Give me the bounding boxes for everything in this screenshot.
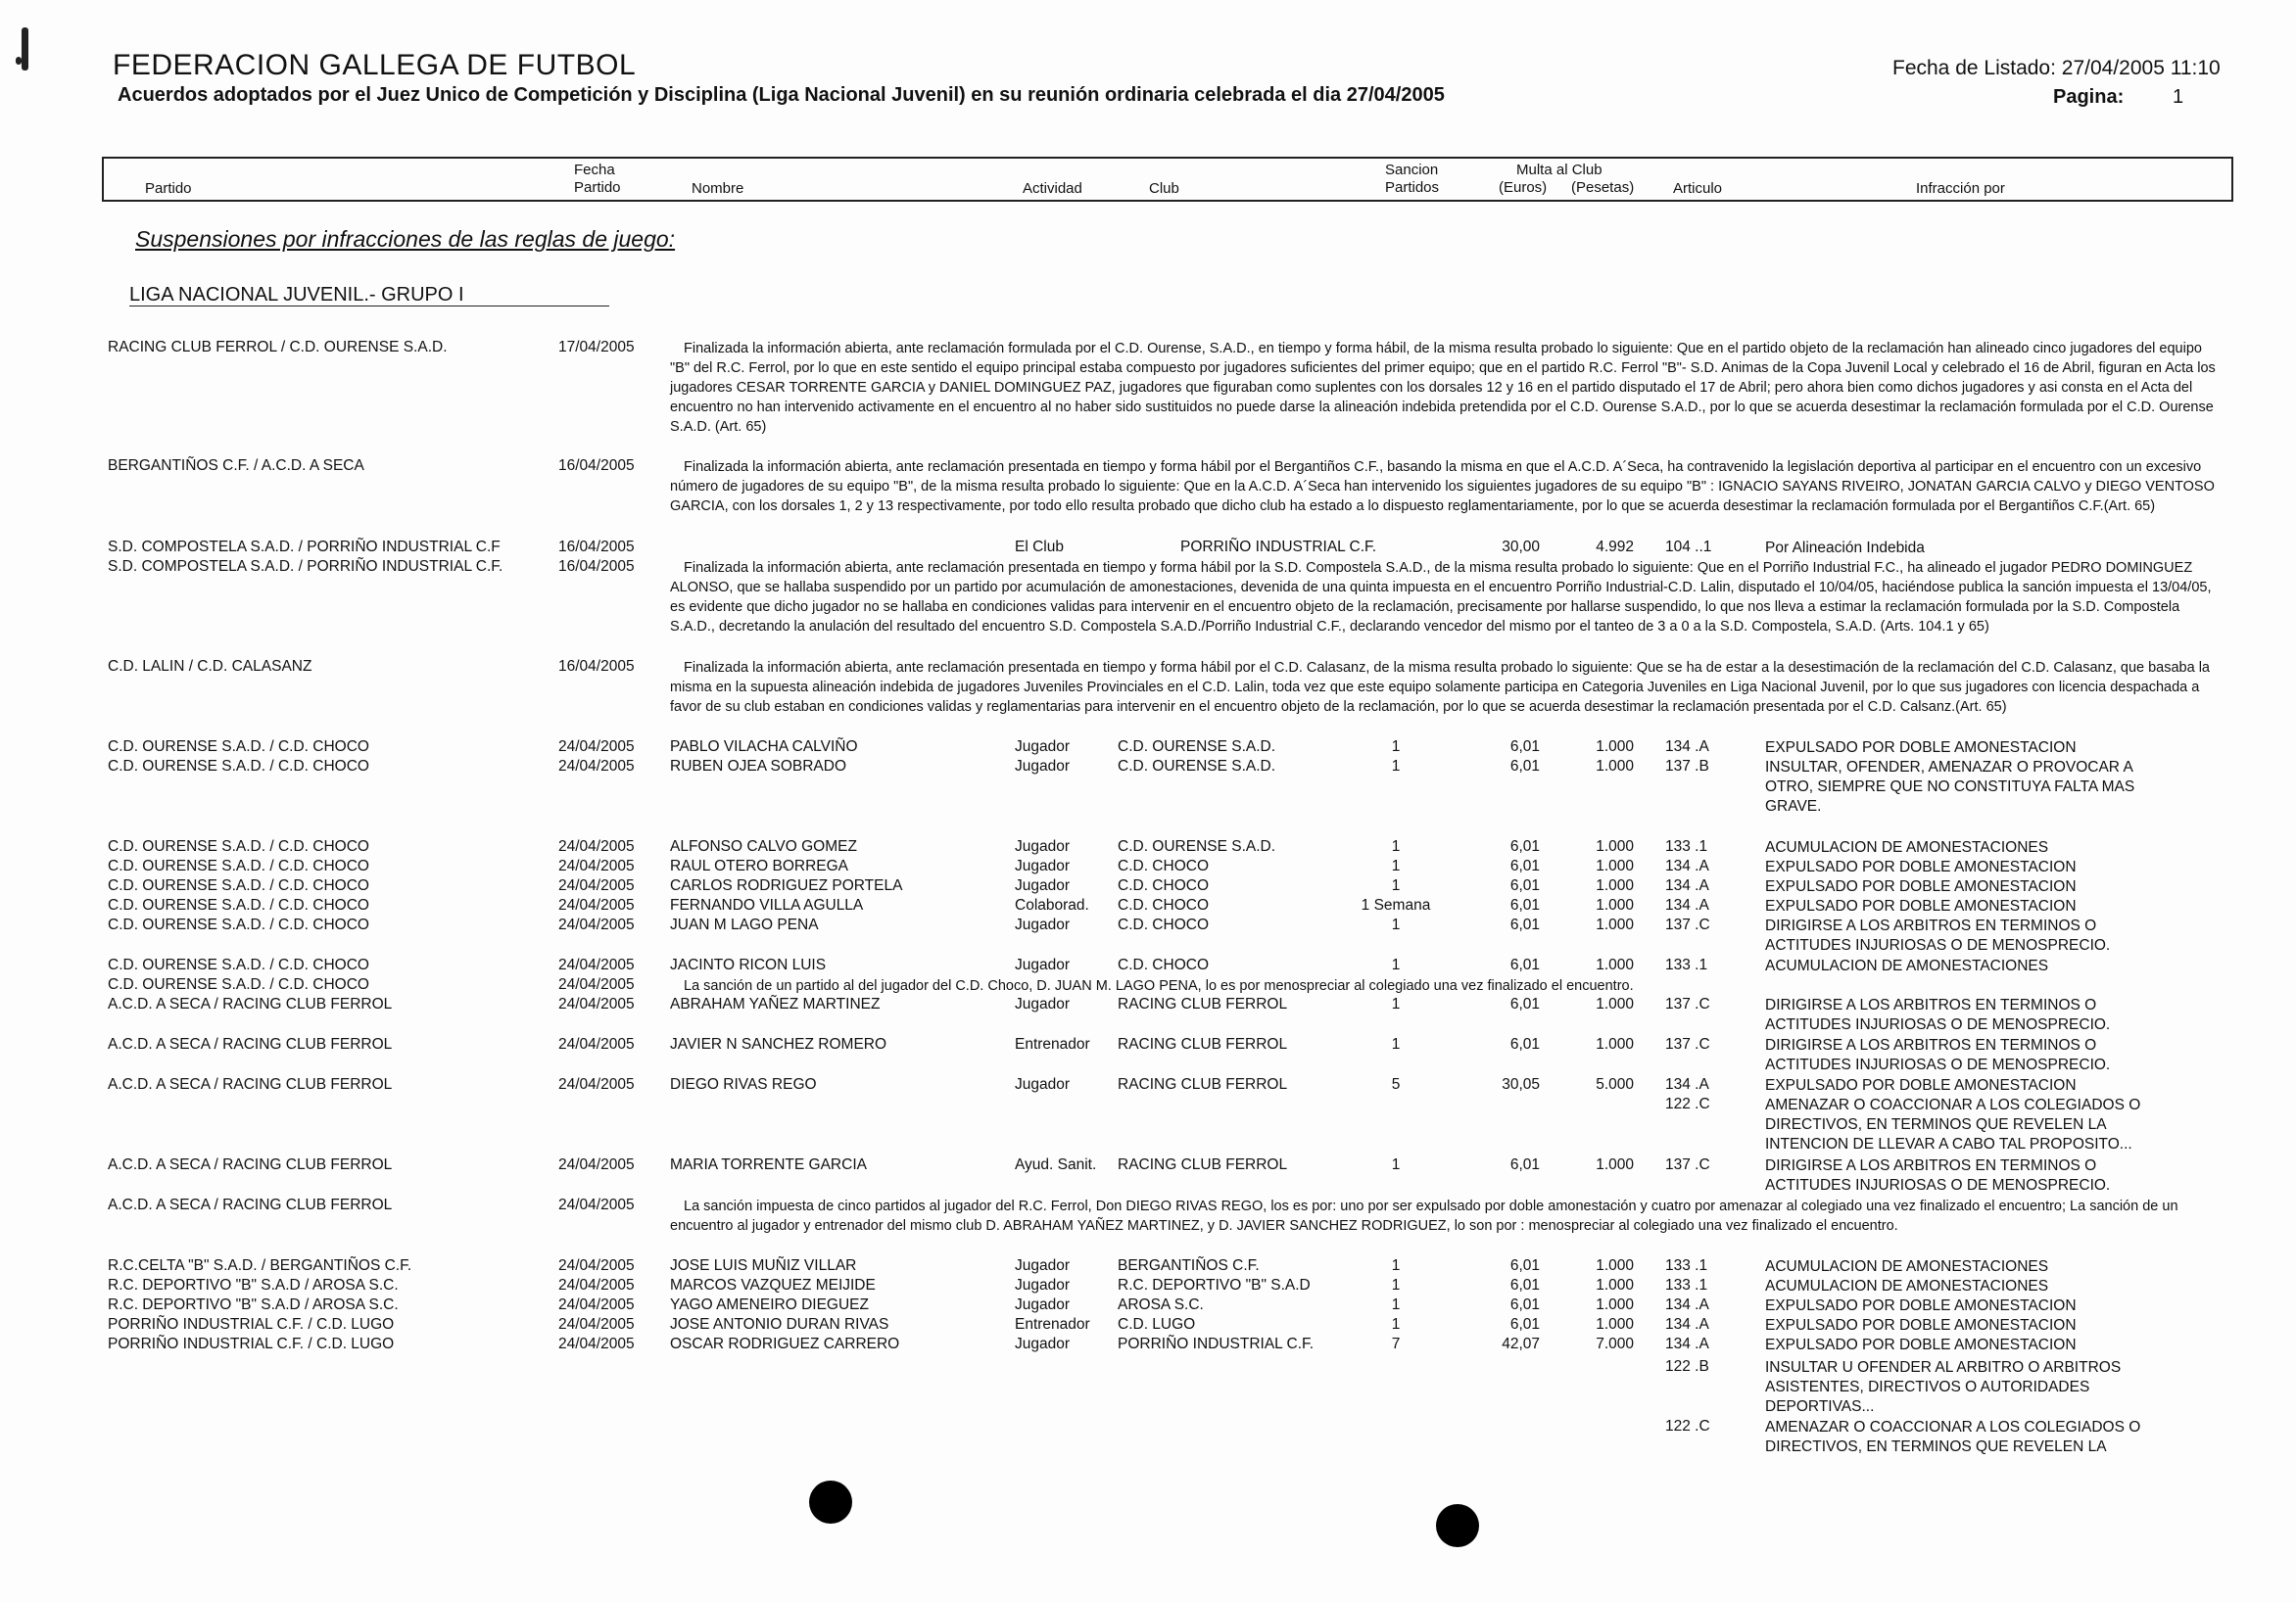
sanction: 1 [1391, 1036, 1401, 1053]
person-name: JAVIER N SANCHEZ ROMERO [670, 1036, 887, 1053]
scan-mark-2 [16, 57, 22, 65]
match: A.C.D. A SECA / RACING CLUB FERROL [108, 1197, 393, 1213]
activity: Jugador [1015, 917, 1071, 933]
article: 133 .1 [1665, 957, 1708, 973]
fine-euros: 30,05 [1502, 1076, 1540, 1093]
col-infraccion: Infracción por [1916, 180, 2005, 197]
club: C.D. LUGO [1118, 1316, 1196, 1333]
narrative-text: Finalizada la información abierta, ante reclamación formulada por el C.D. Ourense, S.A.D., en tiempo y forma hábil, de la misma resulta probado lo siguiente: Que en el partido objeto de la reclamación han alineado cinco jugadores del equipo "B" del R.C. Ferrol, por lo que en este sentido el equipo principal estaba compuesto por jugadores suficientes del primer equipo; que en el partido R.C. Ferrol "B"- S.D. Animas de la Copa Juvenil Local y celebrado el 16 de Abril, figuran en Acta los jugadores CESAR TORRENTE GARCIA y DANIEL DOMINGUEZ PAZ, jugadores que figuraban como suplentes con los dorsales 12 y 16 en el partido disputado el 17 de Abril; pero ahora bien como dichos jugadores y asi consta en el Acta del encuentro no han intervenido activamente en el encuentro al no haber sido sustituidos no puede darse la alineación indebida pretendida por el C.D. Ourense S.A.D., por lo que se acuerda desestimar la reclamación formulada por el C.D. Ourense S.A.D. (Art. 65) [670, 341, 2216, 435]
article: 137 .C [1665, 996, 1710, 1013]
fine-euros: 6,01 [1509, 758, 1540, 775]
club: RACING CLUB FERROL [1118, 996, 1288, 1013]
infraction: INSULTAR, OFENDER, AMENAZAR O PROVOCAR A OTRO, SIEMPRE QUE NO CONSTITUYA FALTA MAS GRAVE. [1765, 759, 2135, 815]
col-euros: (Euros) [1499, 179, 1548, 196]
match: BERGANTIÑOS C.F. / A.C.D. A SECA [108, 457, 364, 474]
club: C.D. CHOCO [1118, 957, 1209, 973]
person-name: MARCOS VAZQUEZ MEIJIDE [670, 1277, 876, 1294]
infraction: EXPULSADO POR DOBLE AMONESTACION [1765, 859, 2077, 875]
sanction-row [0, 897, 2296, 917]
sanction: 1 [1391, 838, 1401, 855]
sanction-row [0, 1156, 2296, 1194]
section-title: Suspensiones por infracciones de las reglas de juego: [135, 226, 676, 252]
match: C.D. OURENSE S.A.D. / C.D. CHOCO [108, 758, 369, 775]
match-date: 24/04/2005 [558, 1197, 635, 1213]
person-name: RAUL OTERO BORREGA [670, 858, 849, 874]
club: C.D. CHOCO [1118, 877, 1209, 894]
activity: Jugador [1015, 738, 1071, 755]
match-date: 16/04/2005 [558, 539, 635, 555]
col-pesetas: (Pesetas) [1571, 179, 1635, 196]
club: R.C. DEPORTIVO "B" S.A.D [1118, 1277, 1311, 1294]
club: BERGANTIÑOS C.F. [1118, 1257, 1260, 1274]
person-name: FERNANDO VILLA AGULLA [670, 897, 864, 914]
fine-euros: 6,01 [1509, 897, 1540, 914]
person-name: ALFONSO CALVO GOMEZ [670, 838, 857, 855]
sanction-row [0, 1036, 2296, 1073]
article: 134 .A [1665, 897, 1709, 914]
column-header [102, 157, 2233, 202]
article: 133 .1 [1665, 1257, 1708, 1274]
fine-euros: 6,01 [1509, 917, 1540, 933]
sanction-row [0, 1076, 2296, 1096]
sanction-row [0, 996, 2296, 1033]
match: C.D. LALIN / C.D. CALASANZ [108, 658, 312, 675]
match: A.C.D. A SECA / RACING CLUB FERROL [108, 1076, 393, 1093]
activity: Ayud. Sanit. [1015, 1156, 1097, 1173]
page-number: 1 [2173, 86, 2184, 108]
sanction: 1 [1391, 1257, 1401, 1274]
match-date: 24/04/2005 [558, 1257, 635, 1274]
article: 133 .1 [1665, 1277, 1708, 1294]
activity: Jugador [1015, 1076, 1071, 1093]
club: RACING CLUB FERROL [1118, 1156, 1288, 1173]
article: 137 .C [1665, 1036, 1710, 1053]
sanction: 1 [1391, 1156, 1401, 1173]
match: C.D. OURENSE S.A.D. / C.D. CHOCO [108, 976, 369, 993]
article: 122 .B [1665, 1358, 1709, 1375]
fine-euros: 6,01 [1509, 838, 1540, 855]
infraction: AMENAZAR O COACCIONAR A LOS COLEGIADOS O DIRECTIVOS, EN TERMINOS QUE REVELEN LA [1765, 1419, 2141, 1455]
club: C.D. OURENSE S.A.D. [1118, 738, 1276, 755]
fine-pesetas: 1.000 [1596, 738, 1634, 755]
infraction: EXPULSADO POR DOBLE AMONESTACION [1765, 1297, 2077, 1314]
article: 134 .A [1665, 877, 1709, 894]
match-date: 24/04/2005 [558, 838, 635, 855]
club: RACING CLUB FERROL [1118, 1076, 1288, 1093]
sanction-row [0, 1336, 2296, 1355]
activity: Jugador [1015, 996, 1071, 1013]
article: 104 ..1 [1665, 539, 1712, 555]
fine-pesetas: 7.000 [1596, 1336, 1634, 1352]
sanction-extra-row [0, 1096, 2296, 1153]
fine-euros: 6,01 [1509, 877, 1540, 894]
infraction: DIRIGIRSE A LOS ARBITROS EN TERMINOS O ACTITUDES INJURIOSAS O DE MENOSPRECIO. [1765, 1037, 2111, 1073]
infraction: AMENAZAR O COACCIONAR A LOS COLEGIADOS O DIRECTIVOS, EN TERMINOS QUE REVELEN LA INTENCION DE LLEVAR A CABO TAL PROPOSITO... [1765, 1097, 2141, 1153]
match: A.C.D. A SECA / RACING CLUB FERROL [108, 1156, 393, 1173]
fine-euros: 6,01 [1509, 1316, 1540, 1333]
person-name: ABRAHAM YAÑEZ MARTINEZ [670, 996, 881, 1013]
person-name: CARLOS RODRIGUEZ PORTELA [670, 877, 903, 894]
listing-date: Fecha de Listado: 27/04/2005 11:10 [1892, 57, 2221, 79]
match: S.D. COMPOSTELA S.A.D. / PORRIÑO INDUSTRIAL C.F [108, 539, 501, 555]
activity: Entrenador [1015, 1316, 1090, 1333]
fine-euros: 6,01 [1509, 1277, 1540, 1294]
infraction: DIRIGIRSE A LOS ARBITROS EN TERMINOS O ACTITUDES INJURIOSAS O DE MENOSPRECIO. [1765, 997, 2111, 1033]
article: 134 .A [1665, 1076, 1709, 1093]
infraction: DIRIGIRSE A LOS ARBITROS EN TERMINOS O ACTITUDES INJURIOSAS O DE MENOSPRECIO. [1765, 918, 2111, 954]
infraction: EXPULSADO POR DOBLE AMONESTACION [1765, 1337, 2077, 1353]
match-date: 24/04/2005 [558, 917, 635, 933]
person-name: MARIA TORRENTE GARCIA [670, 1156, 867, 1173]
sanction-row [0, 917, 2296, 954]
match-date: 24/04/2005 [558, 957, 635, 973]
infraction: DIRIGIRSE A LOS ARBITROS EN TERMINOS O ACTITUDES INJURIOSAS O DE MENOSPRECIO. [1765, 1157, 2111, 1194]
match: S.D. COMPOSTELA S.A.D. / PORRIÑO INDUSTRIAL C.F. [108, 558, 503, 575]
fine-euros: 30,00 [1502, 539, 1540, 555]
person-name: RUBEN OJEA SOBRADO [670, 758, 847, 775]
match-date: 24/04/2005 [558, 1277, 635, 1294]
note-text: La sanción impuesta de cinco partidos al jugador del R.C. Ferrol, Don DIEGO RIVAS REGO, los es por: uno por ser expulsado por doble amonestación y cuatro por amenazar al colegiado una vez finalizado el encuentro; La sanción de un encuentro al jugador y entrenador del mismo club D. ABRAHAM YAÑEZ MARTINEZ, y D. JAVIER SANCHEZ RODRIGUEZ, lo son por : menospreciar al colegiado una vez finalizado el encuentro. [670, 1199, 2178, 1234]
match-date: 24/04/2005 [558, 1036, 635, 1053]
match: A.C.D. A SECA / RACING CLUB FERROL [108, 996, 393, 1013]
sanction-row [0, 858, 2296, 877]
page-label: Pagina: [2053, 86, 2125, 108]
infraction: INSULTAR U OFENDER AL ARBITRO O ARBITROS ASISTENTES, DIRECTIVOS O AUTORIDADES DEPORTIVAS... [1765, 1359, 2122, 1415]
club: C.D. OURENSE S.A.D. [1118, 838, 1276, 855]
match-date: 24/04/2005 [558, 897, 635, 914]
sanction-row [0, 1316, 2296, 1336]
col-nombre: Nombre [692, 180, 744, 197]
match-date: 24/04/2005 [558, 976, 635, 993]
binder-hole-right [1436, 1504, 1479, 1547]
match: C.D. OURENSE S.A.D. / C.D. CHOCO [108, 917, 369, 933]
fine-pesetas: 1.000 [1596, 1296, 1634, 1313]
fine-pesetas: 1.000 [1596, 1257, 1634, 1274]
sanction-row [0, 1277, 2296, 1296]
fine-pesetas: 1.000 [1596, 897, 1634, 914]
sanction: 1 [1391, 858, 1401, 874]
sanction-row [0, 957, 2296, 976]
fine-euros: 42,07 [1502, 1336, 1540, 1352]
match: C.D. OURENSE S.A.D. / C.D. CHOCO [108, 858, 369, 874]
infraction: EXPULSADO POR DOBLE AMONESTACION [1765, 1077, 2077, 1094]
person-name: YAGO AMENEIRO DIEGUEZ [670, 1296, 869, 1313]
match: PORRIÑO INDUSTRIAL C.F. / C.D. LUGO [108, 1316, 395, 1333]
narrative-text: Finalizada la información abierta, ante reclamación presentada en tiempo y forma hábil por la S.D. Compostela S.A.D., de la misma resulta probado lo siguiente: Que en el Porriño Industrial F.C., ha alineado el jugador PEDRO DOMINGUEZ ALONSO, que se hallaba suspendido por un partido por acumulación de amonestaciones, devenida de una quinta impuesta en el encuentro Porriño Industrial-C.D. Lalin, disputado el 10/04/05, haciéndose publica la sanción impuesta el 13/04/05, es evidente que dicho jugador no se hallaba en condiciones validas para intervenir en el encuentro objeto de la reclamación, precisamente por hallarse suspendido, lo que nos lleva a estimar la reclamación formulada por la S.D. Compostela S.A.D., decretando la anulación del resultado del encuentro S.D. Compostela S.A.D./Porriño Industrial C.F., declarando vencedor del mismo por el tanteo de 3 a 0 a la S.D. Compostela, S.A.D. (Arts. 104.1 y 65) [670, 560, 2212, 635]
match: R.C. DEPORTIVO "B" S.A.D / AROSA S.C. [108, 1296, 399, 1313]
fine-euros: 6,01 [1509, 738, 1540, 755]
article: 134 .A [1665, 1296, 1709, 1313]
fine-pesetas: 1.000 [1596, 838, 1634, 855]
sanction-row [0, 738, 2296, 758]
person-name: PABLO VILACHA CALVIÑO [670, 738, 858, 755]
match-date: 24/04/2005 [558, 1336, 635, 1352]
fine-pesetas: 4.992 [1596, 539, 1634, 555]
match: R.C. DEPORTIVO "B" S.A.D / AROSA S.C. [108, 1277, 399, 1294]
sanction-row [0, 758, 2296, 815]
infraction: ACUMULACION DE AMONESTACIONES [1765, 1258, 2049, 1275]
infraction: ACUMULACION DE AMONESTACIONES [1765, 839, 2049, 856]
group-title: LIGA NACIONAL JUVENIL.- GRUPO I [129, 284, 464, 306]
match-date: 17/04/2005 [558, 339, 635, 355]
match-date: 16/04/2005 [558, 658, 635, 675]
sanction-row [0, 1257, 2296, 1277]
person-name: OSCAR RODRIGUEZ CARRERO [670, 1336, 900, 1352]
fine-pesetas: 5.000 [1596, 1076, 1634, 1093]
activity: Jugador [1015, 858, 1071, 874]
sanction-row [0, 1296, 2296, 1316]
sanction: 1 [1391, 738, 1401, 755]
narrative-text: Finalizada la información abierta, ante reclamación presentada en tiempo y forma hábil por el Bergantiños C.F., basando la misma en que el A.C.D. A´Seca, ha contravenido la legislación deportiva al participar en el encuentro con un excesivo número de jugadores de su equipo "B", de la misma resulta probado lo siguiente: Que en la A.C.D. A´Seca han intervenido los siguientes jugadores de su equipo "B" : IGNACIO SAYANS RIVEIRO, JONATAN GARCIA CALVO y DIEGO VENTOSO GARCIA, con los dorsales 1, 2 y 13 respectivamente, por todo ello resulta probado que dicho club ha estado a lo dispuesto reglamentariamente, por lo que se acuerda desestimar la reclamación formulada por el Bergantiños C.F.(Art. 65) [670, 459, 2215, 514]
sanction-extra-row [0, 1358, 2296, 1415]
club: C.D. CHOCO [1118, 897, 1209, 914]
match-date: 16/04/2005 [558, 558, 635, 575]
document-subtitle: Acuerdos adoptados por el Juez Unico de Competición y Disciplina (Liga Nacional Juvenil) en su reunión ordinaria celebrada el dia 27/04/2005 [118, 84, 1445, 106]
sanction-row [0, 838, 2296, 858]
match-date: 24/04/2005 [558, 1296, 635, 1313]
person-name: JOSE ANTONIO DURAN RIVAS [670, 1316, 889, 1333]
article: 133 .1 [1665, 838, 1708, 855]
activity: Jugador [1015, 1296, 1071, 1313]
match: C.D. OURENSE S.A.D. / C.D. CHOCO [108, 897, 369, 914]
sanction: 7 [1391, 1336, 1401, 1352]
fine-euros: 6,01 [1509, 1036, 1540, 1053]
article: 122 .C [1665, 1096, 1710, 1112]
match-date: 24/04/2005 [558, 858, 635, 874]
col-fecha: Fecha [574, 162, 615, 178]
sanction-extra-row [0, 1418, 2296, 1455]
col-multa: Multa al Club [1516, 162, 1602, 178]
club: RACING CLUB FERROL [1118, 1036, 1288, 1053]
match-date: 16/04/2005 [558, 457, 635, 474]
match: C.D. OURENSE S.A.D. / C.D. CHOCO [108, 738, 369, 755]
fine-pesetas: 1.000 [1596, 858, 1634, 874]
article: 134 .A [1665, 1316, 1709, 1333]
infraction: EXPULSADO POR DOBLE AMONESTACION [1765, 1317, 2077, 1334]
sanction: 1 [1391, 917, 1401, 933]
sanction: 1 [1391, 1296, 1401, 1313]
fine-pesetas: 1.000 [1596, 1316, 1634, 1333]
org-title: FEDERACION GALLEGA DE FUTBOL [113, 49, 637, 81]
narrative-text: Finalizada la información abierta, ante reclamación presentada en tiempo y forma hábil por el C.D. Calasanz, de la misma resulta probado lo siguiente: Que se ha de estar a la desestimación de la reclamación del C.D. Calasanz, que basaba la misma en la supuesta alineación indebida de jugadores Juveniles Provinciales en el C.D. Lalin, toda vez que este equipo solamente participa en Categoria Juveniles en Liga Nacional Juvenil, por lo que sus jugadores con licencia despachada a favor de su club estaban en condiciones validas y reglamentarias para intervenir en el encuentro objeto de la reclamación, por lo que se acuerda desestimar la reclamación presentada por el C.D. Calsanz.(Art. 65) [670, 660, 2210, 715]
sanction: 1 [1391, 877, 1401, 894]
match-date: 24/04/2005 [558, 996, 635, 1013]
match: RACING CLUB FERROL / C.D. OURENSE S.A.D. [108, 339, 448, 355]
match: C.D. OURENSE S.A.D. / C.D. CHOCO [108, 877, 369, 894]
infraction: ACUMULACION DE AMONESTACIONES [1765, 1278, 2049, 1295]
activity: Colaborad. [1015, 897, 1089, 914]
fine-pesetas: 1.000 [1596, 917, 1634, 933]
club: PORRIÑO INDUSTRIAL C.F. [1118, 1336, 1315, 1352]
person-name: JOSE LUIS MUÑIZ VILLAR [670, 1257, 857, 1274]
col-club: Club [1149, 180, 1179, 197]
club: PORRIÑO INDUSTRIAL C.F. [1180, 539, 1377, 555]
fine-euros: 6,01 [1509, 996, 1540, 1013]
fine-euros: 6,01 [1509, 1296, 1540, 1313]
fine-pesetas: 1.000 [1596, 1277, 1634, 1294]
activity: Jugador [1015, 1277, 1071, 1294]
match: C.D. OURENSE S.A.D. / C.D. CHOCO [108, 838, 369, 855]
fine-euros: 6,01 [1509, 858, 1540, 874]
article: 134 .A [1665, 1336, 1709, 1352]
fine-euros: 6,01 [1509, 957, 1540, 973]
sanction: 1 [1391, 1316, 1401, 1333]
col-articulo: Articulo [1673, 180, 1723, 197]
club: AROSA S.C. [1118, 1296, 1204, 1313]
sanction: 1 Semana [1361, 897, 1431, 914]
match: PORRIÑO INDUSTRIAL C.F. / C.D. LUGO [108, 1336, 395, 1352]
activity: Jugador [1015, 838, 1071, 855]
infraction: EXPULSADO POR DOBLE AMONESTACION [1765, 878, 2077, 895]
binder-hole-left [809, 1481, 852, 1524]
fine-pesetas: 1.000 [1596, 877, 1634, 894]
match: C.D. OURENSE S.A.D. / C.D. CHOCO [108, 957, 369, 973]
match-date: 24/04/2005 [558, 738, 635, 755]
match: R.C.CELTA "B" S.A.D. / BERGANTIÑOS C.F. [108, 1257, 412, 1274]
col-actividad: Actividad [1023, 180, 1082, 197]
col-sancion: Sancion [1385, 162, 1439, 178]
infraction: ACUMULACION DE AMONESTACIONES [1765, 958, 2049, 974]
person-name: DIEGO RIVAS REGO [670, 1076, 817, 1093]
match-date: 24/04/2005 [558, 1156, 635, 1173]
fine-euros: 6,01 [1509, 1257, 1540, 1274]
activity: El Club [1015, 539, 1064, 555]
infraction: EXPULSADO POR DOBLE AMONESTACION [1765, 898, 2077, 915]
fine-pesetas: 1.000 [1596, 758, 1634, 775]
match-date: 24/04/2005 [558, 877, 635, 894]
article: 134 .A [1665, 858, 1709, 874]
person-name: JACINTO RICON LUIS [670, 957, 827, 973]
club: C.D. CHOCO [1118, 858, 1209, 874]
sanction: 1 [1391, 996, 1401, 1013]
club: C.D. CHOCO [1118, 917, 1209, 933]
match-date: 24/04/2005 [558, 1076, 635, 1093]
sanction: 5 [1391, 1076, 1401, 1093]
match-date: 24/04/2005 [558, 758, 635, 775]
fine-pesetas: 1.000 [1596, 1156, 1634, 1173]
fine-pesetas: 1.000 [1596, 957, 1634, 973]
activity: Jugador [1015, 877, 1071, 894]
activity: Jugador [1015, 1257, 1071, 1274]
club-sanction-row [0, 539, 2296, 558]
club: C.D. OURENSE S.A.D. [1118, 758, 1276, 775]
article: 122 .C [1665, 1418, 1710, 1435]
article: 134 .A [1665, 738, 1709, 755]
fine-pesetas: 1.000 [1596, 996, 1634, 1013]
fine-euros: 6,01 [1509, 1156, 1540, 1173]
scan-mark [22, 27, 28, 71]
sanction: 1 [1391, 957, 1401, 973]
sanction-row [0, 877, 2296, 897]
sanction: 1 [1391, 1277, 1401, 1294]
activity: Jugador [1015, 957, 1071, 973]
infraction: Por Alineación Indebida [1765, 540, 1925, 556]
col-fecha-partido: Partido [574, 179, 621, 196]
activity: Jugador [1015, 1336, 1071, 1352]
activity: Jugador [1015, 758, 1071, 775]
article: 137 .C [1665, 1156, 1710, 1173]
article: 137 .C [1665, 917, 1710, 933]
fine-pesetas: 1.000 [1596, 1036, 1634, 1053]
article: 137 .B [1665, 758, 1709, 775]
col-sancion-partidos: Partidos [1385, 179, 1440, 196]
note-text: La sanción de un partido al del jugador del C.D. Choco, D. JUAN M. LAGO PENA, lo es por menospreciar al colegiado una vez finalizado el encuentro. [684, 978, 1634, 994]
col-partido: Partido [145, 180, 192, 197]
match-date: 24/04/2005 [558, 1316, 635, 1333]
infraction: EXPULSADO POR DOBLE AMONESTACION [1765, 739, 2077, 756]
sanction: 1 [1391, 758, 1401, 775]
activity: Entrenador [1015, 1036, 1090, 1053]
match: A.C.D. A SECA / RACING CLUB FERROL [108, 1036, 393, 1053]
person-name: JUAN M LAGO PENA [670, 917, 819, 933]
